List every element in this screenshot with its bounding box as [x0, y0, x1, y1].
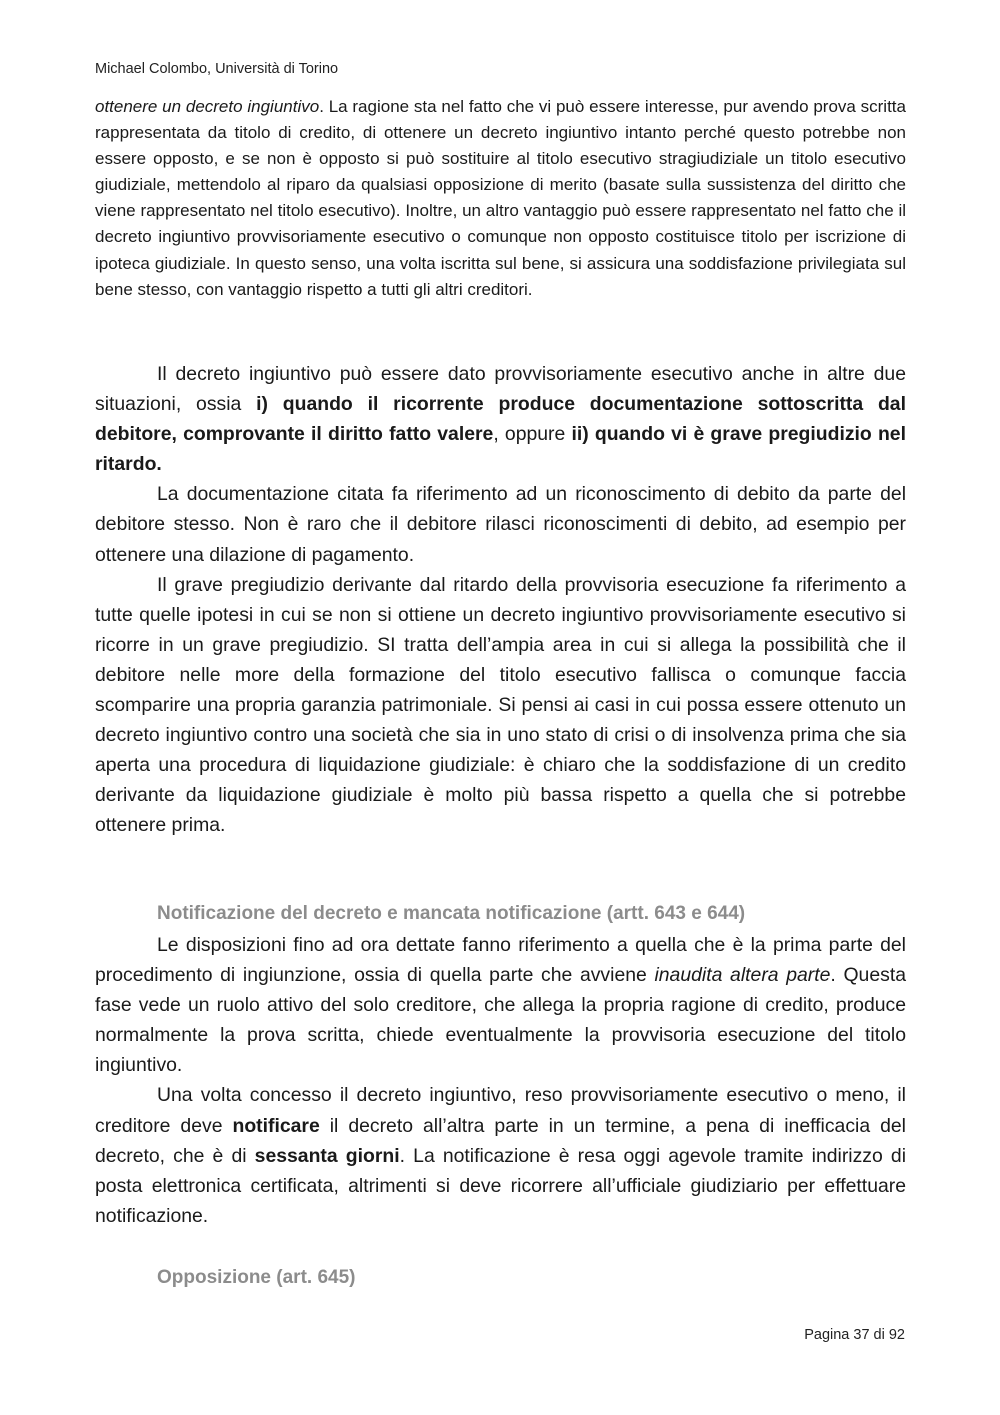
notification-block	[95, 930, 906, 1231]
paragraph-first-phase	[95, 930, 906, 1080]
page-number: Pagina 37 di 92	[804, 1327, 905, 1343]
section-heading-notification: Notificazione del decreto e mancata notificazione (artt. 643 e 644)	[157, 903, 746, 924]
bold-case-two: ii) quando vi è grave pregiudizio nel ritardo.	[95, 423, 906, 476]
paragraph-situations	[95, 359, 906, 479]
intro-text: . La ragione sta nel fatto che vi può essere interesse, pur avendo prova scritta rappresentata da titolo di credito, di ottenere un decreto ingiuntivo intanto perché questo potrebbe non essere opposto, e se non è opposto si può sostituire al titolo esecutivo stragiudiziale un titolo esecutivo giudiziale, mettendolo al riparo da qualsiasi opposizione di merito (basate sulla sussistenza del diritto che viene rappresentato nel titolo esecutivo). Inoltre, un altro vantaggio può essere rappresentato nel fatto che il decreto ingiuntivo provvisoriamente esecutivo o comunque non opposto costituisce titolo per iscrizione di ipoteca giudiziale. In questo senso, una volta iscritta sul bene, si assicura una soddisfazione privilegiata sul bene stesso, con vantaggio rispetto a tutti gli altri creditori.	[95, 97, 906, 299]
running-header: Michael Colombo, Università di Torino	[95, 61, 339, 77]
paragraph-notification-deadline	[95, 1080, 906, 1230]
section-heading-opposition: Opposizione (art. 645)	[157, 1267, 356, 1288]
intro-italic-lead: ottenere un decreto ingiuntivo	[95, 97, 320, 116]
text-span: il decreto all’altra parte in un termine, a pena di inefficacia del decreto, che è di	[95, 1114, 906, 1167]
bold-notificare: notificare	[232, 1114, 320, 1137]
text-span: . Questa fase vede un ruolo attivo del solo creditore, che allega la propria ragione di credito, produce normalmente la prova scritta, chiede eventualmente la provvisoria esecuzione del titolo ingiuntivo.	[95, 964, 906, 1077]
text-span: Il decreto ingiuntivo può essere dato provvisoriamente esecutivo anche in altre due situazioni, ossia	[95, 363, 906, 416]
intro-paragraph	[95, 94, 906, 303]
italic-inaudita-altera-parte: inaudita altera parte	[654, 964, 831, 987]
bold-case-one: i) quando il ricorrente produce documentazione sottoscritta dal debitore, comprovante il diritto fatto valere	[95, 393, 906, 446]
text-span: , oppure	[493, 423, 572, 446]
paragraph-grave-prejudice: Il grave pregiudizio derivante dal ritardo della provvisoria esecuzione fa riferimento a tutte quelle ipotesi in cui se non si ottiene un decreto ingiuntivo provvisoriamente esecutivo si ricorre in un grave pregiudizio. SI tratta dell’ampia area in cui si allega la possibilità che il debitore nelle more della formazione del titolo esecutivo fallisca o comunque faccia scomparire una propria garanzia patrimoniale. Si pensi ai casi in cui possa essere ottenuto un decreto ingiuntivo contro una società che sia in uno stato di crisi o di insolvenza prima che sia aperta una procedura di liquidazione giudiziale: è chiaro che la soddisfazione di un credito derivante da liquidazione giudiziale è molto più bassa rispetto a quella che si potrebbe ottenere prima.	[95, 573, 906, 837]
text-span: Una volta concesso il decreto ingiuntivo, reso provvisoriamente esecutivo o meno, il creditore deve	[95, 1084, 906, 1137]
text-span: . La notificazione è resa oggi agevole tramite indirizzo di posta elettronica certificata, altrimenti si deve ricorrere all’ufficiale giudiziario per effettuare notificazione.	[95, 1144, 906, 1227]
text-span: Le disposizioni fino ad ora dettate fanno riferimento a quella che è la prima parte del procedimento di ingiunzione, ossia di quella parte che avviene	[95, 934, 906, 987]
paragraph-documentation: La documentazione citata fa riferimento ad un riconoscimento di debito da parte del debitore stesso. Non è raro che il debitore rilasci riconoscimenti di debito, ad esempio per ottenere una dilazione di pagamento.	[95, 483, 906, 566]
provisional-execution-block	[95, 359, 906, 841]
bold-sessanta-giorni: sessanta giorni	[254, 1144, 400, 1167]
